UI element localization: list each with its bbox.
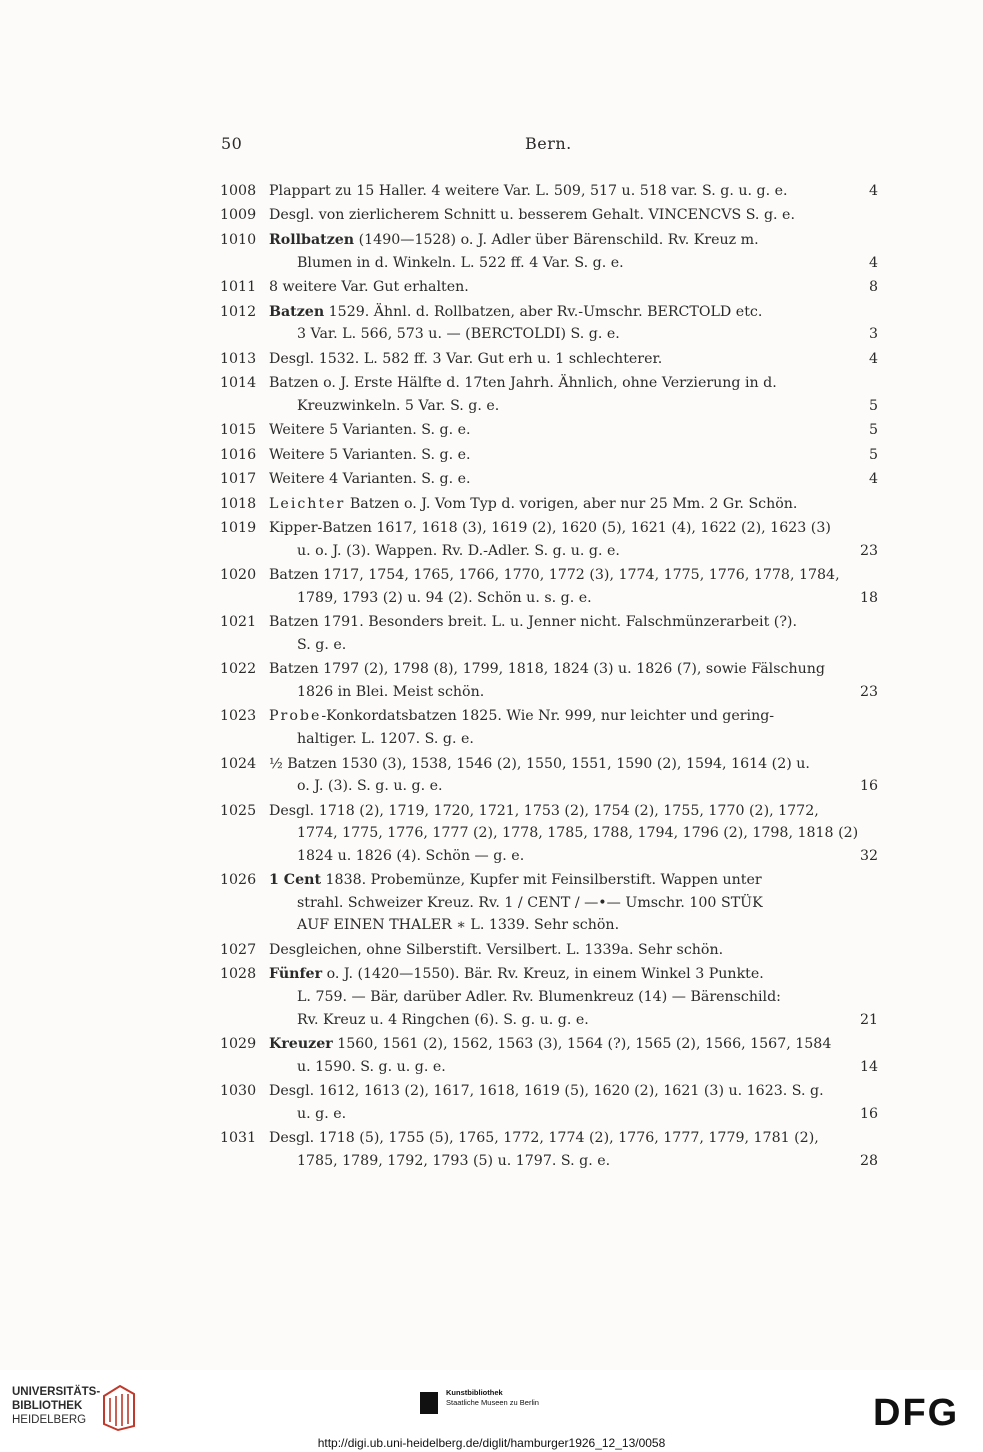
page-title: Bern.: [525, 134, 572, 153]
lot-text: Kreuzwinkeln. 5 Var. S. g. e.: [297, 397, 500, 414]
lot-price: 23: [859, 683, 878, 700]
lot-line: [269, 276, 878, 299]
lot-number: 1018: [220, 495, 257, 512]
lot-keyword: Rollbatzen: [269, 231, 355, 248]
lot-line: [269, 914, 878, 937]
library-logo[interactable]: [12, 1385, 100, 1427]
lot-entry: [220, 204, 878, 227]
lot-line: [269, 869, 878, 892]
lot-text: 3 Var. L. 566, 573 u. — (BERCTOLDI) S. g. e.: [297, 326, 620, 343]
lot-text: Desgl. 1718 (5), 1755 (5), 1765, 1772, 1774 (2), 1776, 1777, 1779, 1781 (2),: [269, 1130, 819, 1147]
lot-entry: [220, 419, 878, 442]
lot-number: 1014: [220, 375, 257, 392]
lot-text: L. 759. — Bär, darüber Adler. Rv. Blumenkreuz (14) — Bärenschild:: [297, 989, 781, 1005]
lot-text: 1529. Ähnl. d. Rollbatzen, aber Rv.-Umschr. BERCTOLD etc.: [324, 303, 763, 320]
lot-number: 1023: [220, 708, 257, 725]
lot-text: Desgl. von zierlicherem Schnitt u. besserem Gehalt. VINCENCVS S. g. e.: [269, 207, 795, 224]
lot-entry: [220, 705, 878, 750]
lot-line: [269, 634, 878, 657]
lot-price: 5: [868, 446, 878, 463]
lot-entry: [220, 229, 878, 274]
lot-line: [269, 963, 878, 986]
lot-text: o. J. (3). S. g. u. g. e.: [297, 778, 443, 795]
page-number: 50: [221, 134, 243, 153]
lot-price: 28: [859, 1152, 878, 1169]
lot-line: [269, 1103, 878, 1126]
lot-text: u. 1590. S. g. u. g. e.: [297, 1058, 446, 1075]
lot-text: strahl. Schweizer Kreuz. Rv. 1 / CENT / —•— Umschr. 100 STÜK: [297, 894, 763, 911]
lot-line: [269, 1127, 878, 1150]
lot-number: 1027: [220, 941, 257, 958]
lot-text: Batzen 1717, 1754, 1765, 1766, 1770, 1772 (3), 1774, 1775, 1776, 1778, 1784,: [269, 567, 840, 584]
lot-text: Batzen 1797 (2), 1798 (8), 1799, 1818, 1824 (3) u. 1826 (7), sowie Fälschung: [269, 661, 825, 678]
lot-number: 1031: [220, 1130, 257, 1147]
lot-text: u. o. J. (3). Wappen. Rv. D.-Adler. S. g. u. g. e.: [297, 542, 620, 559]
lot-number: 1026: [220, 872, 257, 889]
lot-line: [269, 775, 878, 798]
lot-price: 32: [859, 847, 878, 864]
lot-price: 21: [859, 1011, 878, 1028]
lot-line: [269, 301, 878, 324]
lot-text: 1789, 1793 (2) u. 94 (2). Schön u. s. g. e.: [297, 589, 592, 606]
lot-text: Desgl. 1718 (2), 1719, 1720, 1721, 1753 (2), 1754 (2), 1755, 1770 (2), 1772,: [269, 802, 819, 819]
lot-number: 1009: [220, 207, 257, 224]
lot-price: 8: [868, 279, 878, 296]
lot-entry: [220, 1033, 878, 1078]
lot-text: haltiger. L. 1207. S. g. e.: [297, 731, 474, 748]
lot-entry: [220, 493, 878, 516]
lot-text: Plappart zu 15 Haller. 4 weitere Var. L. 509, 517 u. 518 var. S. g. u. g. e.: [269, 183, 788, 199]
dfg-logo[interactable]: DFG: [873, 1392, 960, 1434]
lot-line: [269, 395, 878, 418]
lot-line: [269, 468, 878, 491]
lot-text: ½ Batzen 1530 (3), 1538, 1546 (2), 1550, 1551, 1590 (2), 1594, 1614 (2) u.: [269, 755, 810, 772]
lot-entry: [220, 348, 878, 371]
lot-line: [269, 705, 878, 728]
lot-text: 8 weitere Var. Gut erhalten.: [269, 279, 469, 296]
lot-line: [269, 1150, 878, 1173]
lot-entry: [220, 372, 878, 417]
footer-bar: [0, 1370, 983, 1452]
lot-entry: [220, 963, 878, 1031]
lot-text: Blumen in d. Winkeln. L. 522 ff. 4 Var. S. g. e.: [297, 254, 624, 271]
lot-entry: [220, 800, 878, 868]
lot-price: 5: [868, 422, 878, 439]
lot-line: [269, 444, 878, 467]
lot-line: [269, 372, 878, 395]
lot-entry: [220, 1127, 878, 1172]
lot-text: Desgl. 1532. L. 582 ff. 3 Var. Gut erh u. 1 schlechterer.: [269, 350, 663, 367]
library-line: BIBLIOTHEK: [12, 1400, 83, 1412]
lot-text: Batzen o. J. Erste Hälfte d. 17ten Jahrh. Ähnlich, ohne Verzierung in d.: [269, 375, 777, 392]
lot-line: [269, 540, 878, 563]
lot-entry: [220, 939, 878, 962]
lot-line: [269, 681, 878, 704]
lot-keyword: Kreuzer: [269, 1036, 333, 1053]
lot-text: 1785, 1789, 1792, 1793 (5) u. 1797. S. g. e.: [297, 1152, 611, 1169]
lot-keyword: 1 Cent: [269, 872, 321, 889]
lot-spaced-word: Leichter: [269, 495, 346, 512]
lot-line: [269, 587, 878, 610]
lot-number: 1029: [220, 1036, 257, 1053]
lot-price: 4: [868, 350, 878, 367]
lot-line: [269, 1009, 878, 1032]
lot-line: [269, 204, 878, 227]
lot-spaced-word: Probe: [269, 708, 322, 725]
lot-text: o. J. (1420—1550). Bär. Rv. Kreuz, in einem Winkel 3 Punkte.: [322, 966, 764, 983]
lot-number: 1021: [220, 614, 257, 631]
lot-text: 1826 in Blei. Meist schön.: [297, 683, 485, 700]
lot-line: [269, 728, 878, 751]
lot-number: 1013: [220, 350, 257, 367]
library-emblem-icon: [100, 1382, 138, 1432]
lot-number: 1028: [220, 966, 257, 983]
lot-list: [220, 180, 878, 1174]
lot-line: [269, 658, 878, 681]
lot-line: [269, 564, 878, 587]
lot-text: 1824 u. 1826 (4). Schön — g. e.: [297, 847, 525, 864]
lot-text: Batzen o. J. Vom Typ d. vorigen, aber nur 25 Mm. 2 Gr. Schön.: [345, 495, 798, 512]
lot-number: 1020: [220, 567, 257, 584]
lot-entry: [220, 1080, 878, 1125]
lot-number: 1025: [220, 802, 257, 819]
lot-line: [269, 493, 878, 516]
lot-entry: [220, 517, 878, 562]
lot-text: S. g. e.: [297, 636, 347, 653]
lot-line: [269, 845, 878, 868]
lot-entry: [220, 301, 878, 346]
permalink-url[interactable]: http://digi.ub.uni-heidelberg.de/diglit/hamburger1926_12_13/0058: [317, 1436, 666, 1450]
lot-entry: [220, 468, 878, 491]
lot-price: 4: [868, 183, 878, 199]
lot-price: 4: [868, 471, 878, 488]
lot-line: [269, 800, 878, 823]
lot-price: 5: [868, 397, 878, 414]
lot-line: [269, 1080, 878, 1103]
lot-number: 1008: [220, 183, 257, 199]
lot-line: [269, 229, 878, 252]
lot-number: 1012: [220, 303, 257, 320]
lot-price: 4: [868, 254, 878, 271]
lot-line: [269, 348, 878, 371]
lot-text: 1774, 1775, 1776, 1777 (2), 1778, 1785, 1788, 1794, 1796 (2), 1798, 1818 (2): [297, 825, 859, 842]
library-line: HEIDELBERG: [12, 1414, 87, 1426]
lot-entry: [220, 869, 878, 937]
lot-line: [269, 822, 878, 845]
lot-text: Rv. Kreuz u. 4 Ringchen (6). S. g. u. g. e.: [297, 1011, 589, 1028]
kunstbibliothek-logo[interactable]: [420, 1388, 539, 1408]
lot-line: [269, 986, 878, 1009]
lot-number: 1022: [220, 661, 257, 678]
lot-number: 1019: [220, 520, 257, 537]
lot-entry: [220, 658, 878, 703]
lot-number: 1016: [220, 446, 257, 463]
lot-text: 1838. Probemünze, Kupfer mit Feinsilberstift. Wappen unter: [321, 872, 762, 889]
lot-line: [269, 939, 878, 962]
lot-entry: [220, 276, 878, 299]
lot-price: 14: [859, 1058, 878, 1075]
lot-line: [269, 753, 878, 776]
lot-text: Desgl. 1612, 1613 (2), 1617, 1618, 1619 (5), 1620 (2), 1621 (3) u. 1623. S. g.: [269, 1083, 824, 1100]
library-line: UNIVERSITÄTS-: [12, 1386, 101, 1398]
lot-text: Weitere 5 Varianten. S. g. e.: [269, 422, 471, 439]
lot-number: 1024: [220, 755, 257, 772]
lot-line: [269, 1033, 878, 1056]
lot-number: 1030: [220, 1083, 257, 1100]
lot-line: [269, 419, 878, 442]
lot-entry: [220, 180, 878, 203]
lot-text: Kipper-Batzen 1617, 1618 (3), 1619 (2), 1620 (5), 1621 (4), 1622 (2), 1623 (3): [269, 520, 831, 537]
lot-entry: [220, 753, 878, 798]
lot-text: Desgleichen, ohne Silberstift. Versilbert. L. 1339a. Sehr schön.: [269, 941, 724, 958]
lot-price: 16: [859, 778, 878, 795]
lot-text: u. g. e.: [297, 1105, 347, 1122]
lot-text: Weitere 5 Varianten. S. g. e.: [269, 446, 471, 463]
lot-text: AUF EINEN THALER ∗ L. 1339. Sehr schön.: [297, 917, 620, 934]
lot-line: [269, 611, 878, 634]
lot-number: 1015: [220, 422, 257, 439]
lot-text: Batzen 1791. Besonders breit. L. u. Jenner nicht. Falschmünzerarbeit (?).: [269, 614, 797, 631]
lot-line: [269, 892, 878, 915]
lot-price: 23: [859, 542, 878, 559]
lot-text: Weitere 4 Varianten. S. g. e.: [269, 471, 471, 488]
lot-price: 3: [868, 326, 878, 343]
lot-line: [269, 252, 878, 275]
lot-line: [269, 1056, 878, 1079]
lot-text: 1560, 1561 (2), 1562, 1563 (3), 1564 (?), 1565 (2), 1566, 1567, 1584: [332, 1036, 832, 1053]
lot-line: [269, 323, 878, 346]
lot-keyword: Batzen: [269, 303, 325, 320]
kb-line: Kunstbibliothek: [446, 1388, 503, 1397]
lot-entry: [220, 611, 878, 656]
lot-number: 1011: [220, 279, 257, 296]
lot-number: 1017: [220, 471, 257, 488]
lot-text: (1490—1528) o. J. Adler über Bärenschild. Rv. Kreuz m.: [354, 231, 759, 248]
lot-entry: [220, 564, 878, 609]
lot-keyword: Fünfer: [269, 966, 323, 983]
lot-line: [269, 517, 878, 540]
lot-price: 16: [859, 1105, 878, 1122]
lot-line: [269, 180, 878, 203]
kb-line: Staatliche Museen zu Berlin: [446, 1398, 539, 1407]
lot-price: 18: [859, 589, 878, 606]
lot-text: -Konkordatsbatzen 1825. Wie Nr. 999, nur leichter und gering-: [321, 708, 775, 725]
lot-number: 1010: [220, 231, 257, 248]
lot-entry: [220, 444, 878, 467]
kunstbibliothek-mark-icon: [420, 1392, 438, 1414]
